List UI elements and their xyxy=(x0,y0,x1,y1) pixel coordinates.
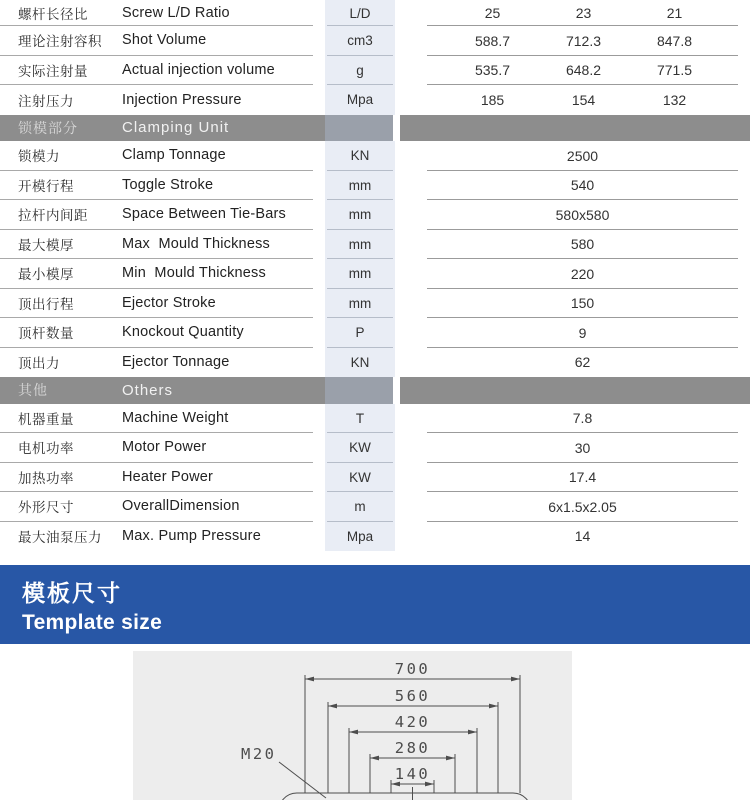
value-cells xyxy=(402,318,750,348)
spec-row-labels xyxy=(0,289,313,319)
value-cells xyxy=(402,85,750,115)
label-cn: 实际注射量 xyxy=(18,63,88,79)
spec-row-labels xyxy=(0,348,313,378)
unit-cell: Mpa xyxy=(325,522,395,552)
spec-row xyxy=(0,289,750,319)
spec-row-labels xyxy=(0,259,313,289)
spec-value: 2500 xyxy=(566,147,599,164)
section-title-cn: 其他 xyxy=(18,382,48,399)
spec-value: 712.3 xyxy=(565,32,602,49)
spec-row xyxy=(0,492,750,522)
spec-row xyxy=(0,348,750,378)
unit-cell: m xyxy=(325,492,395,522)
column-gap xyxy=(395,230,402,260)
value-cells xyxy=(402,56,750,86)
value-cells xyxy=(402,141,750,171)
dimension-label: 700 xyxy=(394,660,431,678)
spec-row xyxy=(0,230,750,260)
dimension-label: M20 xyxy=(241,745,277,763)
column-gap xyxy=(395,141,402,171)
spec-value: 771.5 xyxy=(656,62,693,79)
section-header-row xyxy=(0,377,750,404)
dimension-arrow xyxy=(328,704,337,709)
spec-row-labels xyxy=(0,230,313,260)
label-cn: 最小模厚 xyxy=(18,267,74,283)
label-cn: 加热功率 xyxy=(18,470,74,486)
unit-cell: mm xyxy=(325,289,395,319)
label-cn: 理论注射容积 xyxy=(18,34,102,50)
label-en: Machine Weight xyxy=(122,409,229,426)
value-cells xyxy=(402,348,750,378)
label-en: Max. Pump Pressure xyxy=(122,528,261,545)
column-gap xyxy=(395,0,402,26)
value-cells xyxy=(402,433,750,463)
column-gap xyxy=(395,26,402,56)
template-size-drawing xyxy=(133,651,572,800)
label-cn: 顶出力 xyxy=(18,356,60,372)
spec-row-labels xyxy=(0,141,313,171)
section-title-en: Others xyxy=(122,381,174,399)
column-gap xyxy=(395,348,402,378)
unit-cell: Mpa xyxy=(325,85,395,115)
spec-row xyxy=(0,171,750,201)
spec-value: 23 xyxy=(575,5,592,21)
unit-cell: mm xyxy=(325,200,395,230)
label-en: Injection Pressure xyxy=(122,91,242,108)
column-gap xyxy=(395,463,402,493)
label-en: Shot Volume xyxy=(122,32,207,49)
unit-cell: KW xyxy=(325,433,395,463)
column-gap xyxy=(395,318,402,348)
label-en: Toggle Stroke xyxy=(122,176,214,193)
column-gap xyxy=(395,522,402,552)
unit-cell: mm xyxy=(325,230,395,260)
spec-row xyxy=(0,26,750,56)
spec-value: 9 xyxy=(578,324,587,341)
unit-cell: cm3 xyxy=(325,26,395,56)
spec-value: 14 xyxy=(574,528,591,545)
spec-value: 21 xyxy=(666,5,683,21)
spec-row xyxy=(0,141,750,171)
label-cn: 外形尺寸 xyxy=(18,500,74,516)
unit-cell: mm xyxy=(325,171,395,201)
section-unit-segment xyxy=(325,115,393,142)
dimension-arrow xyxy=(305,677,314,682)
spec-value: 7.8 xyxy=(572,410,593,427)
label-cn: 顶杆数量 xyxy=(18,326,74,342)
value-cells xyxy=(402,200,750,230)
unit-cell: g xyxy=(325,56,395,86)
spec-row xyxy=(0,200,750,230)
label-en: Actual injection volume xyxy=(122,61,275,78)
spec-row-labels xyxy=(0,433,313,463)
banner-title-cn: 模板尺寸 xyxy=(22,579,122,606)
label-cn: 电机功率 xyxy=(18,441,74,457)
label-en: Clamp Tonnage xyxy=(122,147,226,164)
template-size-banner xyxy=(0,565,750,644)
dimension-label: 140 xyxy=(394,765,431,783)
dimension-label: 420 xyxy=(394,713,431,731)
value-cells xyxy=(402,289,750,319)
spec-value: 540 xyxy=(570,177,595,194)
column-gap xyxy=(395,171,402,201)
column-gap xyxy=(395,289,402,319)
spec-row-labels xyxy=(0,522,313,552)
spec-value: 17.4 xyxy=(568,469,597,486)
spec-row-labels xyxy=(0,492,313,522)
spec-value: 62 xyxy=(574,354,591,371)
value-cells xyxy=(402,259,750,289)
unit-cell: mm xyxy=(325,259,395,289)
spec-value: 847.8 xyxy=(656,32,693,49)
column-gap xyxy=(395,492,402,522)
spec-row xyxy=(0,433,750,463)
section-unit-segment xyxy=(325,377,393,404)
unit-cell: KW xyxy=(325,463,395,493)
spec-value: 150 xyxy=(570,295,595,312)
label-cn: 最大油泵压力 xyxy=(18,530,102,546)
label-en: Heater Power xyxy=(122,468,214,485)
label-cn: 拉杆内间距 xyxy=(18,208,88,224)
section-title-en: Clamping Unit xyxy=(122,119,230,137)
dimension-arrow xyxy=(511,677,520,682)
spec-row xyxy=(0,0,750,26)
label-en: Space Between Tie-Bars xyxy=(122,206,286,223)
spec-value: 6x1.5x2.05 xyxy=(548,498,617,515)
spec-value: 220 xyxy=(570,265,595,282)
column-gap xyxy=(393,115,400,142)
label-en: Knockout Quantity xyxy=(122,324,244,341)
column-gap xyxy=(395,200,402,230)
spec-row-labels xyxy=(0,200,313,230)
platen-outline xyxy=(279,793,531,800)
label-cn: 顶出行程 xyxy=(18,296,74,312)
section-header-row xyxy=(0,115,750,142)
spec-row xyxy=(0,463,750,493)
dimension-arrow xyxy=(489,704,498,709)
column-gap xyxy=(395,404,402,434)
spec-row-labels xyxy=(0,404,313,434)
spec-row-labels xyxy=(0,26,313,56)
dimension-label: 560 xyxy=(394,687,431,705)
value-cells xyxy=(402,404,750,434)
spec-row xyxy=(0,85,750,115)
label-en: OverallDimension xyxy=(122,498,240,515)
label-en: Min Mould Thickness xyxy=(122,265,266,282)
spec-row xyxy=(0,259,750,289)
spec-value: 588.7 xyxy=(474,32,511,49)
value-cells xyxy=(402,492,750,522)
spec-value: 648.2 xyxy=(565,62,602,79)
dimension-arrow xyxy=(468,730,477,735)
spec-row-labels xyxy=(0,318,313,348)
spec-row xyxy=(0,56,750,86)
label-en: Ejector Tonnage xyxy=(122,354,230,371)
spec-row-labels xyxy=(0,85,313,115)
dimension-arrow xyxy=(349,730,358,735)
value-cells xyxy=(402,463,750,493)
label-en: Screw L/D Ratio xyxy=(122,4,230,21)
column-gap xyxy=(395,259,402,289)
column-gap xyxy=(395,85,402,115)
banner-title-en: Template size xyxy=(22,610,163,634)
spec-value: 30 xyxy=(574,439,591,456)
spec-row-labels xyxy=(0,0,313,26)
unit-cell: L/D xyxy=(325,0,395,26)
section-title-cn: 锁模部分 xyxy=(18,119,78,136)
template-size-drawing-panel xyxy=(133,651,572,800)
unit-cell: KN xyxy=(325,141,395,171)
spec-row xyxy=(0,404,750,434)
label-en: Ejector Stroke xyxy=(122,294,216,311)
value-cells xyxy=(402,171,750,201)
spec-value: 154 xyxy=(571,91,596,108)
value-cells xyxy=(402,230,750,260)
spec-value: 25 xyxy=(484,5,501,21)
spec-row-labels xyxy=(0,463,313,493)
spec-row xyxy=(0,318,750,348)
label-en: Motor Power xyxy=(122,439,207,456)
spec-value: 185 xyxy=(480,91,505,108)
value-cells xyxy=(402,0,750,26)
column-gap xyxy=(393,377,400,404)
value-cells xyxy=(402,522,750,552)
label-cn: 开模行程 xyxy=(18,178,74,194)
label-cn: 螺杆长径比 xyxy=(18,6,88,22)
spec-value: 580x580 xyxy=(555,206,610,223)
value-cells xyxy=(402,26,750,56)
dimension-arrow xyxy=(370,756,379,761)
section-values-segment xyxy=(400,377,750,404)
label-cn: 注射压力 xyxy=(18,93,74,109)
spec-row xyxy=(0,522,750,552)
label-cn: 最大模厚 xyxy=(18,237,74,253)
section-values-segment xyxy=(400,115,750,142)
column-gap xyxy=(395,433,402,463)
spec-value: 535.7 xyxy=(474,62,511,79)
spec-row-labels xyxy=(0,56,313,86)
label-cn: 机器重量 xyxy=(18,411,74,427)
unit-cell: P xyxy=(325,318,395,348)
unit-cell: T xyxy=(325,404,395,434)
dimension-arrow xyxy=(446,756,455,761)
unit-cell: KN xyxy=(325,348,395,378)
dimension-label: 280 xyxy=(394,739,431,757)
column-gap xyxy=(395,56,402,86)
label-en: Max Mould Thickness xyxy=(122,235,270,252)
spec-value: 132 xyxy=(662,91,687,108)
label-cn: 锁模力 xyxy=(18,149,60,165)
spec-row-labels xyxy=(0,171,313,201)
spec-value: 580 xyxy=(570,236,595,253)
